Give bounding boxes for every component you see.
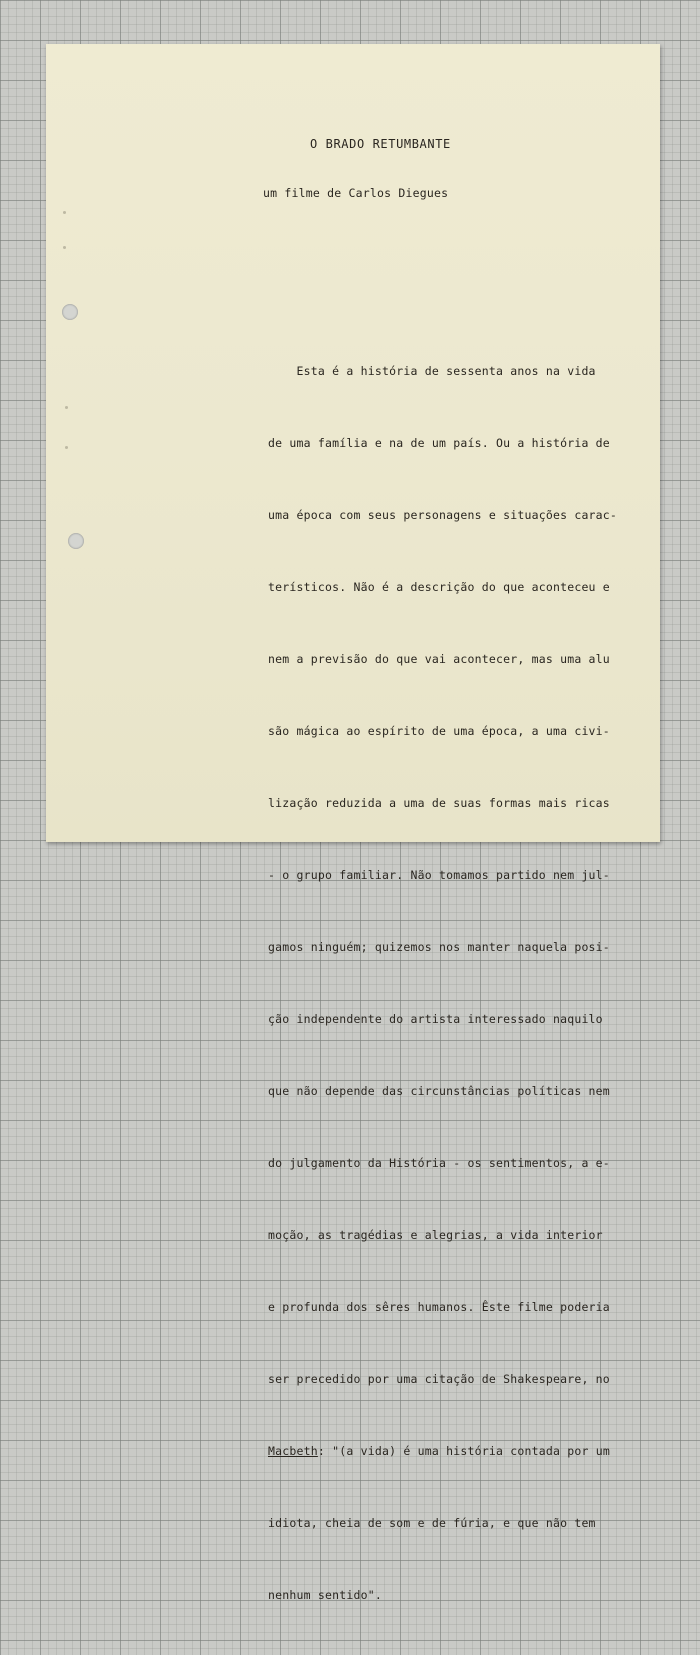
body-line: ção independente do artista interessado naquilo [268, 1012, 603, 1026]
body-line: - o grupo familiar. Não tomamos partido nem jul- [268, 868, 610, 882]
body-line: do julgamento da História - os sentimentos, a e- [268, 1156, 610, 1170]
staple-mark [63, 246, 66, 249]
body-line: que não depende das circunstâncias políticas nem [268, 1084, 610, 1098]
body-line: nenhum sentido". [268, 1588, 382, 1602]
body-line: terísticos. Não é a descrição do que aconteceu e [268, 580, 610, 594]
body-line: idiota, cheia de som e de fúria, e que não tem [268, 1516, 596, 1530]
staple-mark [65, 406, 68, 409]
macbeth-quote: : "(a vida) é uma história contada por um [317, 1444, 610, 1458]
typed-page [46, 44, 660, 1602]
document-title: O BRADO RETUMBANTE [310, 137, 451, 151]
body-line: e profunda dos sêres humanos. Êste filme poderia [268, 1300, 610, 1314]
document-body [268, 311, 617, 1655]
punch-hole-top [62, 304, 78, 320]
body-line: nem a previsão do que vai acontecer, mas uma alu [268, 652, 610, 666]
body-line: ser precedido por uma citação de Shakespeare, no [268, 1372, 610, 1386]
body-line: moção, as tragédias e alegrias, a vida interior [268, 1228, 603, 1242]
punch-hole-bottom [68, 533, 84, 549]
body-line: são mágica ao espírito de uma época, a uma civi- [268, 724, 610, 738]
document-subtitle: um filme de Carlos Diegues [263, 186, 449, 200]
body-line: uma época com seus personagens e situações carac- [268, 508, 618, 522]
staple-mark [65, 446, 68, 449]
body-line: de uma família e na de um país. Ou a história de [268, 436, 610, 450]
staple-mark [63, 211, 66, 214]
body-line: gamos ninguém; quizemos nos manter naquela posi- [268, 940, 610, 954]
body-line: lização reduzida a uma de suas formas mais ricas [268, 796, 610, 810]
macbeth-line [268, 1439, 617, 1463]
macbeth-title: Macbeth [268, 1444, 318, 1458]
body-line: Esta é a história de sessenta anos na vida [268, 364, 596, 378]
